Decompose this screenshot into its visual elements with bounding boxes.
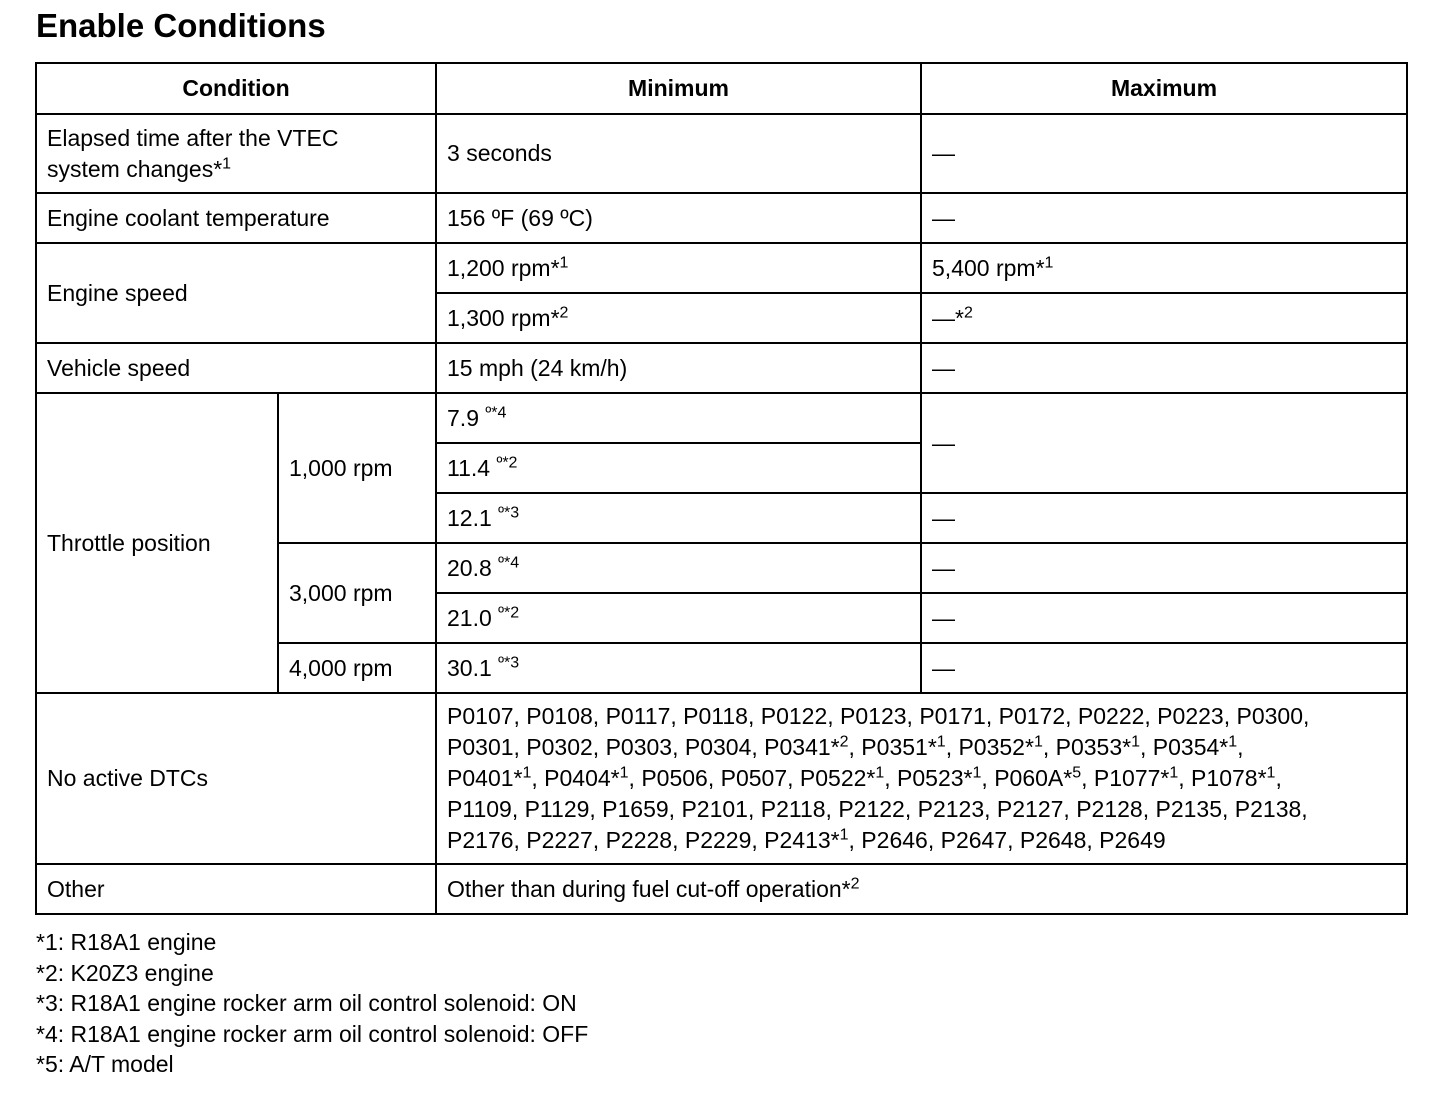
footnote: *5: A/T model bbox=[36, 1051, 174, 1077]
minimum-value: 12.1 $^{º*3}$ bbox=[436, 493, 921, 543]
maximum-value: —*$^2$ bbox=[921, 293, 1407, 343]
maximum-value: — bbox=[921, 543, 1407, 593]
minimum-value: 30.1 $^{º*3}$ bbox=[436, 643, 921, 693]
dtc-line bbox=[447, 763, 1396, 794]
footnote-marker: 1 bbox=[875, 764, 885, 782]
condition-label: Vehicle speed bbox=[36, 343, 436, 393]
table-row bbox=[36, 393, 1407, 443]
footnote-marker: 2 bbox=[839, 733, 849, 751]
footnote-marker: 2 bbox=[963, 303, 973, 321]
dtc-code-text: , P0353* bbox=[1042, 734, 1132, 760]
table-row bbox=[36, 343, 1407, 393]
minimum-value: 21.0 $^{º*2}$ bbox=[436, 593, 921, 643]
footnote-marker: 1 bbox=[522, 764, 532, 782]
page-title: Enable Conditions bbox=[36, 7, 326, 44]
footnote-marker: 1 bbox=[1033, 733, 1043, 751]
condition-label: Elapsed time after the VTEC system changes*$^1$ bbox=[36, 114, 436, 193]
footnote-marker: 1 bbox=[839, 826, 849, 844]
other-value: Other than during fuel cut-off operation*$^2$ bbox=[436, 864, 1407, 914]
dtc-code-text: , P2646, P2647, P2648, P2649 bbox=[848, 827, 1166, 853]
maximum-value: — bbox=[921, 593, 1407, 643]
table-row bbox=[36, 693, 1407, 864]
rpm-sublabel: 4,000 rpm bbox=[278, 643, 436, 693]
table-row bbox=[36, 114, 1407, 193]
rpm-sublabel: 1,000 rpm bbox=[278, 393, 436, 543]
table-row bbox=[36, 193, 1407, 243]
dtc-code-text: P2176, P2227, P2228, P2229, P2413* bbox=[447, 827, 840, 853]
header-condition: Condition bbox=[36, 63, 436, 114]
dtc-code-text: , P0404* bbox=[531, 765, 620, 791]
footnote-marker: 2 bbox=[559, 303, 569, 321]
footnote-marker: 1 bbox=[1228, 733, 1238, 751]
dtc-line bbox=[447, 732, 1396, 763]
minimum-value: 11.4 $^{º*2}$ bbox=[436, 443, 921, 493]
minimum-value: 7.9 $^{º*4}$ bbox=[436, 393, 921, 443]
footnote-marker: 1 bbox=[619, 764, 629, 782]
maximum-value: — bbox=[921, 493, 1407, 543]
condition-label: Engine coolant temperature bbox=[36, 193, 436, 243]
dtc-code-text: , P0351* bbox=[848, 734, 937, 760]
footnote-marker: 1 bbox=[1044, 253, 1054, 271]
maximum-value: — bbox=[921, 643, 1407, 693]
minimum-value: 20.8 $^{º*4}$ bbox=[436, 543, 921, 593]
dtc-code-text: P0301, P0302, P0303, P0304, P0341* bbox=[447, 734, 840, 760]
dtc-list bbox=[436, 693, 1407, 864]
condition-label: Throttle position bbox=[36, 393, 278, 693]
dtc-code-text: P0401* bbox=[447, 765, 523, 791]
header-maximum: Maximum bbox=[921, 63, 1407, 114]
minimum-value: 3 seconds bbox=[436, 114, 921, 193]
footnote-marker: 1 bbox=[222, 154, 232, 172]
condition-label: Other bbox=[36, 864, 436, 914]
maximum-value: — bbox=[921, 114, 1407, 193]
footnote-marker: º*2 bbox=[496, 453, 518, 471]
footnote-marker: 1 bbox=[1131, 733, 1140, 751]
dtc-code-text: , P0506, P0507, P0522* bbox=[628, 765, 876, 791]
dtc-code-text: , P1078* bbox=[1178, 765, 1267, 791]
dtc-code-text: , P0352* bbox=[945, 734, 1034, 760]
footnote-marker: 1 bbox=[972, 764, 982, 782]
minimum-value: 15 mph (24 km/h) bbox=[436, 343, 921, 393]
dtc-code-text: , P0523* bbox=[884, 765, 973, 791]
dtc-code-text: , P060A* bbox=[981, 765, 1073, 791]
dtc-code-text: , P0354* bbox=[1140, 734, 1229, 760]
dtc-code-text: , bbox=[1275, 765, 1282, 791]
enable-conditions-table bbox=[35, 62, 1408, 915]
dtc-line: P1109, P1129, P1659, P2101, P2118, P2122, P2123, P2127, P2128, P2135, P2138, bbox=[447, 796, 1308, 822]
footnote-marker: 2 bbox=[850, 874, 860, 892]
dtc-line bbox=[447, 825, 1396, 856]
footnote-marker: 5 bbox=[1072, 764, 1082, 782]
footnote-marker: º*2 bbox=[498, 603, 520, 621]
footnote-marker: º*4 bbox=[498, 553, 520, 571]
maximum-value: — bbox=[921, 343, 1407, 393]
footnote: *1: R18A1 engine bbox=[36, 929, 217, 955]
footnote-marker: 1 bbox=[559, 253, 569, 271]
table-header-row bbox=[36, 63, 1407, 114]
dtc-code-text: , bbox=[1237, 734, 1244, 760]
minimum-value: 156 ºF (69 ºC) bbox=[436, 193, 921, 243]
table-row bbox=[36, 243, 1407, 293]
footnote-marker: º*3 bbox=[498, 653, 520, 671]
dtc-line: P0107, P0108, P0117, P0118, P0122, P0123, P0171, P0172, P0222, P0223, P0300, bbox=[447, 703, 1310, 729]
condition-label: No active DTCs bbox=[36, 693, 436, 864]
footnote: *2: K20Z3 engine bbox=[36, 959, 214, 986]
maximum-value: 5,400 rpm*$^1$ bbox=[921, 243, 1407, 293]
header-minimum: Minimum bbox=[436, 63, 921, 114]
condition-label: Engine speed bbox=[36, 243, 436, 343]
footnote: *3: R18A1 engine rocker arm oil control solenoid: ON bbox=[36, 990, 577, 1016]
table-row bbox=[36, 864, 1407, 914]
dtc-code-text: , P1077* bbox=[1081, 765, 1170, 791]
footnotes bbox=[36, 927, 588, 1080]
footnote-marker: º*4 bbox=[485, 403, 507, 421]
footnote-marker: º*3 bbox=[498, 503, 520, 521]
footnote: *4: R18A1 engine rocker arm oil control solenoid: OFF bbox=[36, 1020, 589, 1047]
minimum-value: 1,200 rpm*$^1$ bbox=[436, 243, 921, 293]
footnote-marker: 1 bbox=[1266, 764, 1276, 782]
footnote-marker: 1 bbox=[1169, 764, 1179, 782]
minimum-value: 1,300 rpm*$^2$ bbox=[436, 293, 921, 343]
maximum-value: — bbox=[921, 193, 1407, 243]
rpm-sublabel: 3,000 rpm bbox=[278, 543, 436, 643]
footnote-marker: 1 bbox=[936, 733, 946, 751]
maximum-value: — bbox=[921, 393, 1407, 493]
